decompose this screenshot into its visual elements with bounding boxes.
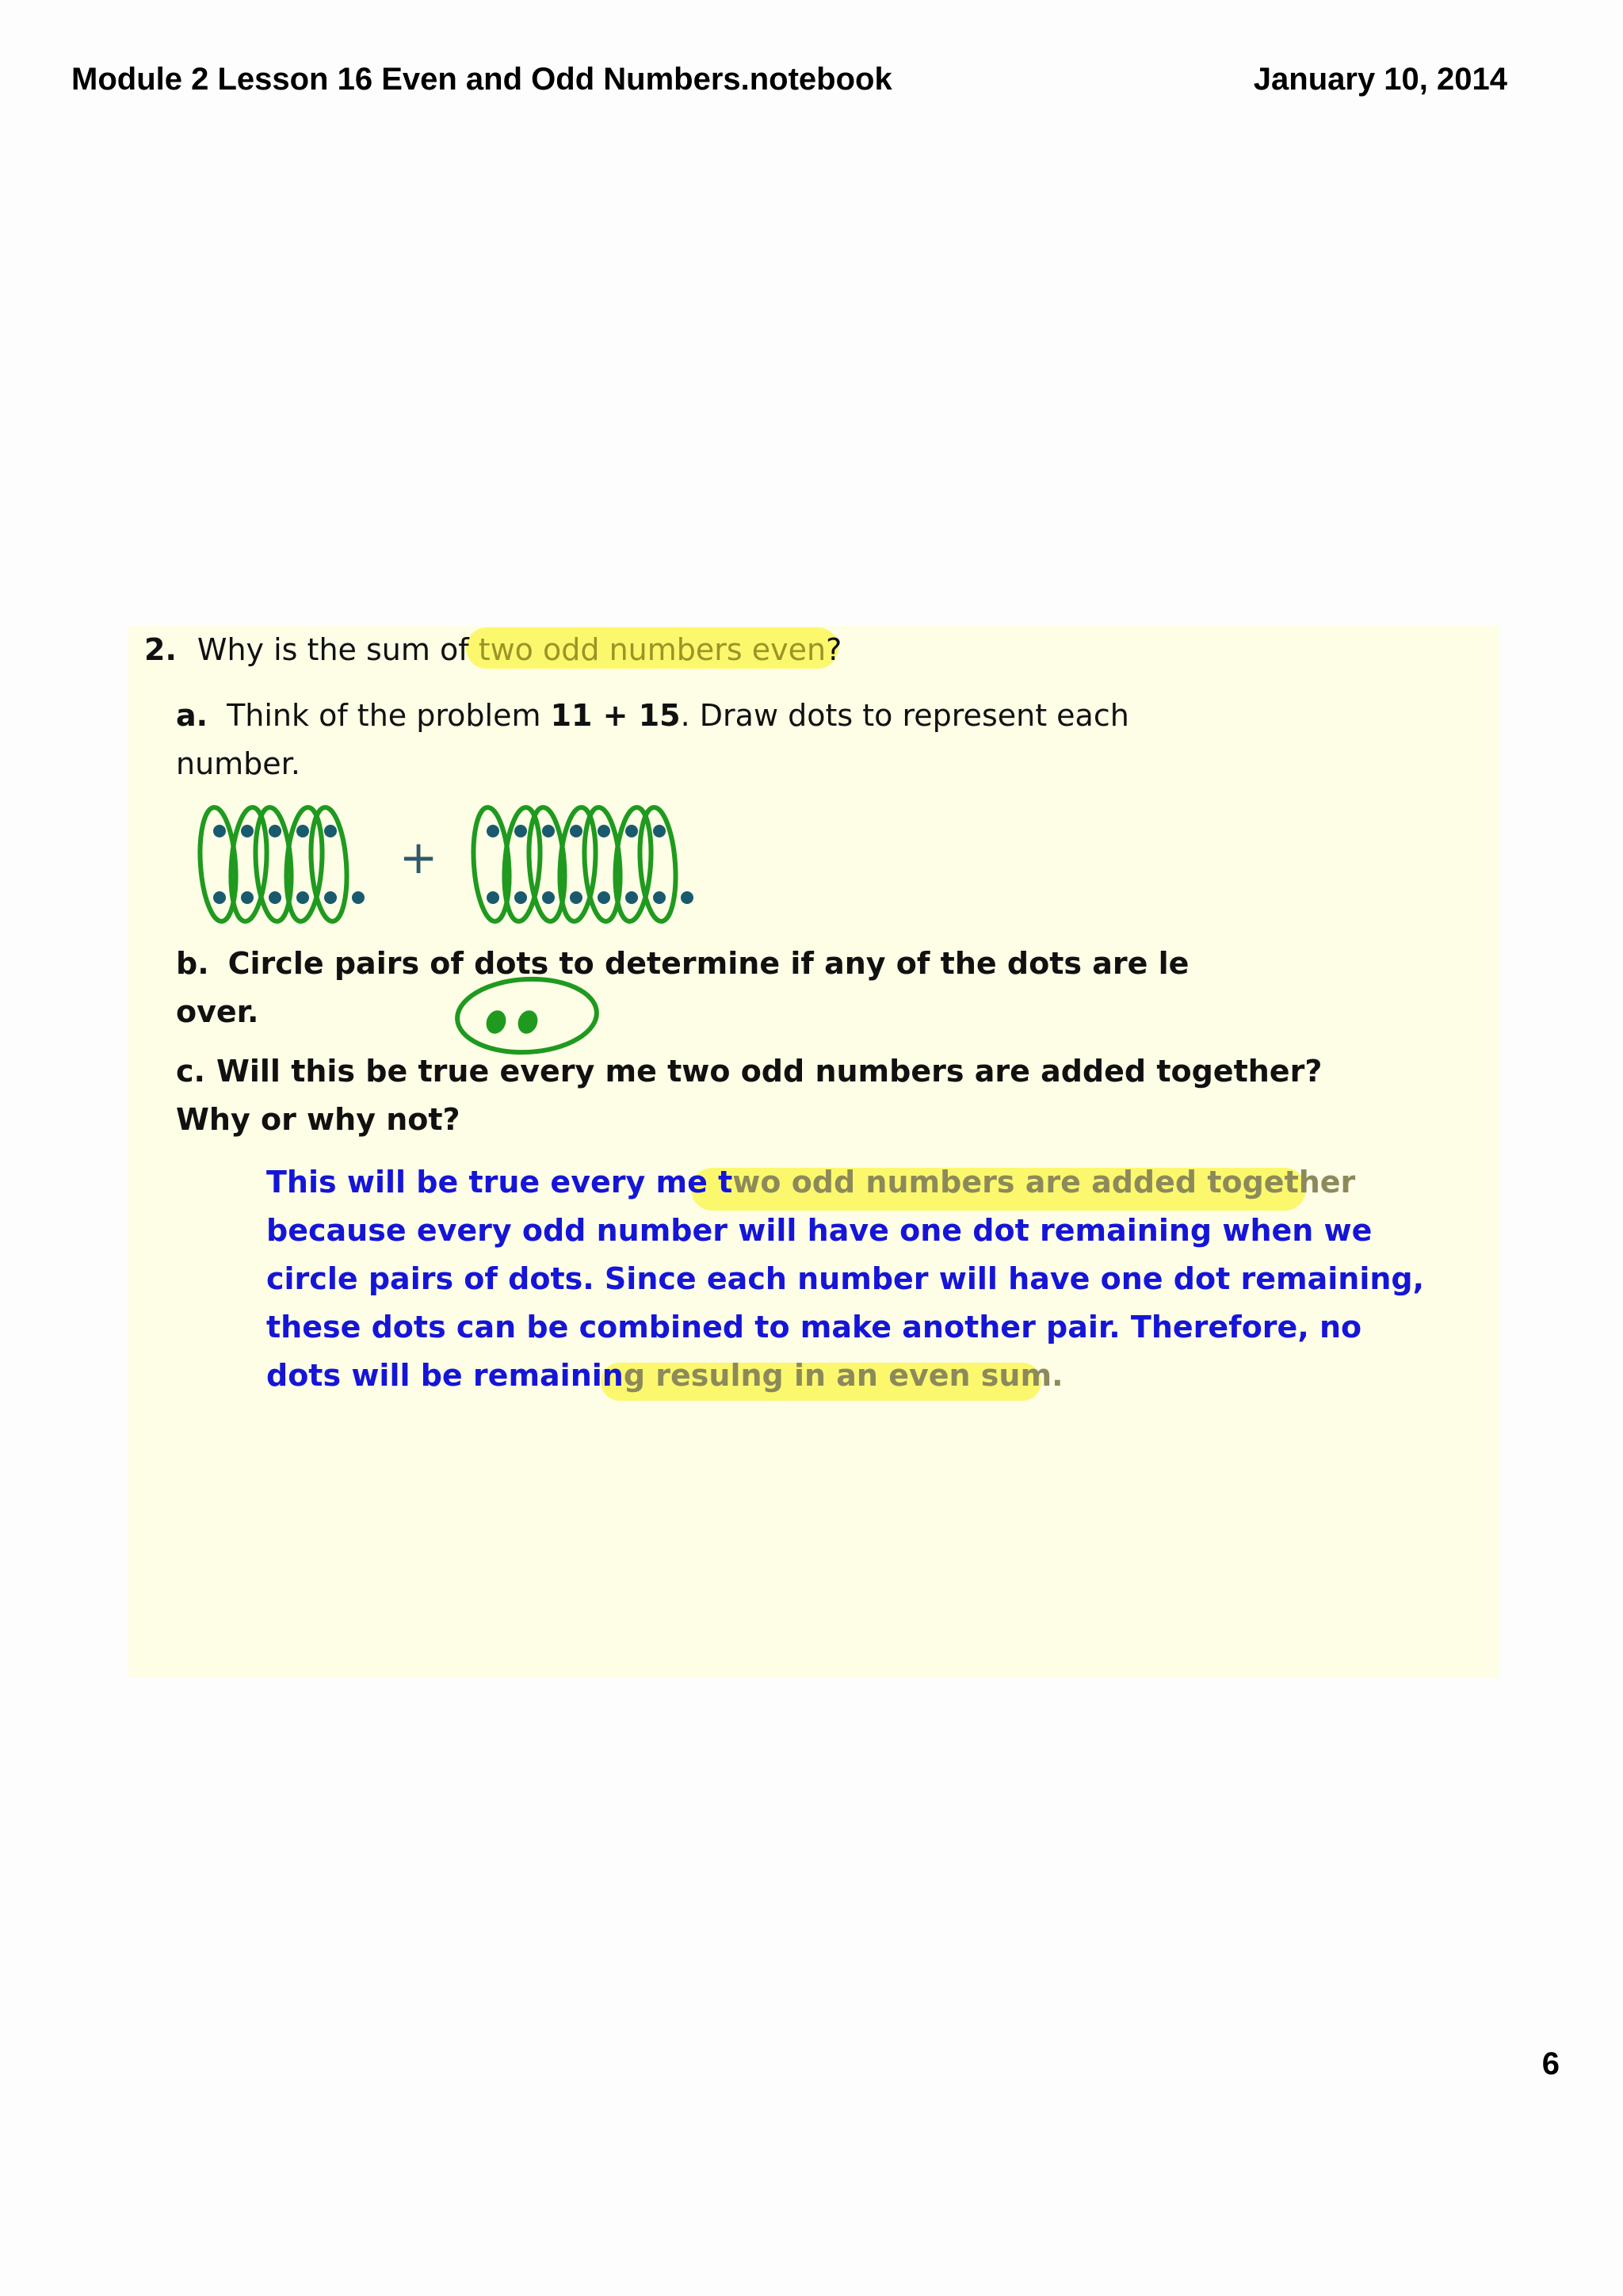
document-title: Module 2 Lesson 16 Even and Odd Numbers.notebook <box>71 62 892 97</box>
right-dot-bottom <box>487 891 499 904</box>
question-text-highlighted: two odd numbers even <box>478 632 827 667</box>
question-text-after: ? <box>826 632 842 667</box>
part-b-label: b. <box>176 946 209 981</box>
part-a-line2: number. <box>176 746 300 781</box>
part-c-line2: Why or why not? <box>176 1102 460 1137</box>
answer-line1-highlighted: wo odd numbers are added together <box>732 1165 1356 1199</box>
part-c-text: Will this be true every me two odd numbers are added together? <box>216 1054 1323 1089</box>
part-a-text-before: Think of the problem <box>227 698 551 733</box>
answer-line4: these dots can be combined to make another pair. Therefore, no <box>266 1310 1362 1344</box>
part-a-problem: 11 + 15 <box>550 698 681 733</box>
left-dot-top <box>296 825 309 837</box>
right-dot-top <box>625 825 638 837</box>
right-dot-bottom <box>542 891 555 904</box>
right-dot-top <box>598 825 610 837</box>
part-a-label: a. <box>176 698 208 733</box>
leftover-dot <box>515 1008 541 1036</box>
right-dot-top <box>653 825 666 837</box>
left-dot-top <box>241 825 254 837</box>
left-dot-bottom <box>213 891 226 904</box>
question-number: 2. <box>144 632 177 667</box>
right-dot-bottom <box>681 891 693 904</box>
answer-line1-before: This will be true every me t <box>266 1165 733 1199</box>
answer-line5-highlighted: g resulng in an even sum. <box>623 1358 1064 1393</box>
right-dot-top <box>487 825 499 837</box>
answer-line3: circle pairs of dots. Since each number will have one dot remaining, <box>266 1261 1425 1296</box>
right-dot-bottom <box>514 891 527 904</box>
left-dot-bottom <box>352 891 365 904</box>
left-dot-top <box>213 825 226 837</box>
part-b-line2: over. <box>176 994 259 1029</box>
left-dot-bottom <box>324 891 337 904</box>
right-dot-top <box>514 825 527 837</box>
question-text-before: Why is the sum of <box>197 632 479 667</box>
leftover-dot <box>483 1008 510 1036</box>
right-dot-top <box>570 825 582 837</box>
part-a-text-after: . Draw dots to represent each <box>680 698 1129 733</box>
right-dot-bottom <box>625 891 638 904</box>
left-dot-bottom <box>241 891 254 904</box>
plus-sign: + <box>399 830 438 884</box>
answer-line5-before: dots will be remainin <box>266 1358 624 1393</box>
right-dot-bottom <box>653 891 666 904</box>
left-dot-bottom <box>269 891 281 904</box>
leftover-dots-group <box>456 975 599 1055</box>
part-c-label: c. <box>176 1054 205 1089</box>
right-pair-loops <box>470 807 679 923</box>
page-number: 6 <box>1541 2046 1560 2081</box>
right-dot-bottom <box>598 891 610 904</box>
right-dot-bottom <box>570 891 582 904</box>
left-pair-loops <box>197 807 350 923</box>
right-dot-top <box>542 825 555 837</box>
left-dot-bottom <box>296 891 309 904</box>
left-dot-top <box>269 825 281 837</box>
left-dot-top <box>324 825 337 837</box>
answer-line2: because every odd number will have one dot remaining when we <box>266 1213 1373 1248</box>
part-b-text: Circle pairs of dots to determine if any of the dots are le <box>227 946 1190 981</box>
document-date: January 10, 2014 <box>1253 62 1507 97</box>
